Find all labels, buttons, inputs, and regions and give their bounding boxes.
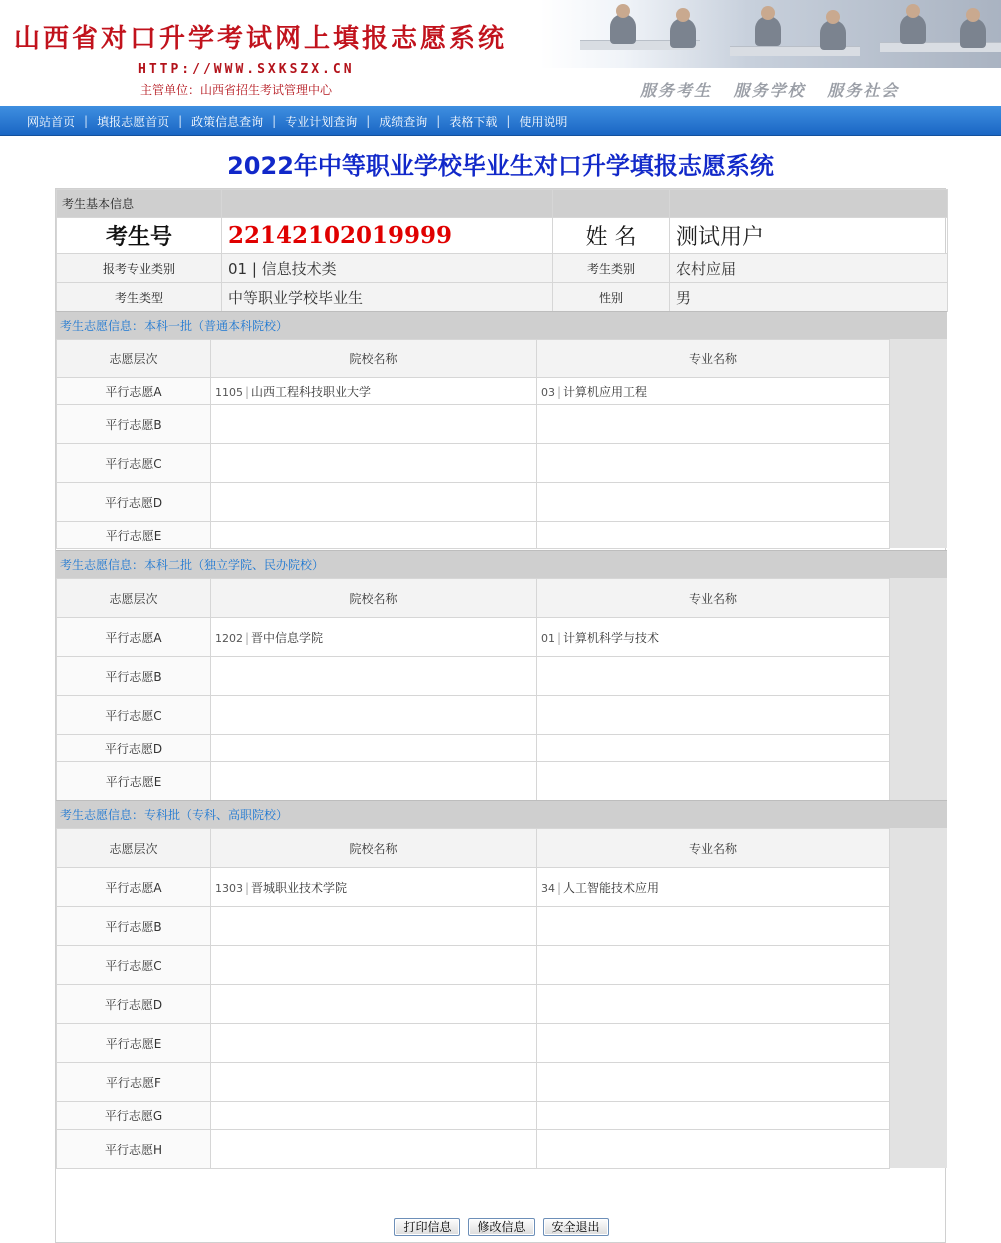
major-cell: [537, 1130, 890, 1169]
slogan-2: 服务学校: [733, 81, 806, 100]
school-header: 院校名称: [211, 340, 537, 378]
choice-level: 平行志愿D: [57, 985, 211, 1024]
choice-level: 平行志愿A: [57, 868, 211, 907]
choice-level: 平行志愿B: [57, 657, 211, 696]
major-cell: [537, 522, 890, 549]
exam-id-label: 考生号: [57, 218, 222, 254]
choice-level: 平行志愿B: [57, 405, 211, 444]
site-url: HTTP://WWW.SXKSZX.CN: [138, 62, 355, 77]
major-code: 03: [541, 385, 555, 399]
code-separator: |: [245, 630, 250, 645]
major-cell: [537, 1063, 890, 1102]
nav-separator: |: [366, 114, 371, 128]
top-nav: [0, 106, 1001, 136]
major-header: 专业名称: [537, 829, 890, 868]
school-cell: [211, 907, 537, 946]
school-header: 院校名称: [211, 579, 537, 618]
section-body: [56, 339, 947, 548]
header-banner: [0, 0, 1001, 106]
level-header: 志愿层次: [57, 579, 211, 618]
school-cell: [211, 946, 537, 985]
section-body: [56, 578, 947, 800]
major-cell: [537, 657, 890, 696]
choice-level: 平行志愿A: [57, 378, 211, 405]
table-row: [57, 696, 890, 735]
major-header: 专业名称: [537, 579, 890, 618]
code-separator: |: [557, 630, 562, 645]
choice-level: 平行志愿A: [57, 618, 211, 657]
major-cell: [537, 696, 890, 735]
student-category-label: 考生类别: [553, 254, 670, 283]
slogans: [640, 78, 913, 101]
nav-separator: |: [436, 114, 441, 128]
exam-id-value: 22142102019999: [222, 218, 553, 254]
nav-form-download[interactable]: 表格下载: [449, 114, 498, 129]
section-title: 考生志愿信息：本科二批（独立学院、民办院校）: [56, 550, 947, 578]
choice-level: 平行志愿C: [57, 946, 211, 985]
name-value: 测试用户: [670, 218, 948, 254]
level-header: 志愿层次: [57, 829, 211, 868]
major-code: 34: [541, 881, 555, 895]
choice-level: 平行志愿E: [57, 762, 211, 801]
school-cell: [211, 762, 537, 801]
choice-section-3: [56, 800, 947, 1168]
logout-button[interactable]: 安全退出: [543, 1218, 609, 1236]
slogan-1: 服务考生: [640, 81, 713, 100]
school-cell: [211, 1130, 537, 1169]
school-header: 院校名称: [211, 829, 537, 868]
gender-label: 性别: [553, 283, 670, 312]
table-row: [57, 907, 890, 946]
section-body: [56, 828, 947, 1168]
site-title: 山西省对口升学考试网上填报志愿系统: [14, 24, 508, 54]
nav-plan-query[interactable]: 专业计划查询: [285, 114, 358, 129]
choice-level: 平行志愿D: [57, 483, 211, 522]
sponsor-text: 主管单位：山西省招生考试管理中心: [140, 83, 333, 97]
nav-home[interactable]: 网站首页: [27, 114, 76, 129]
slogan-3: 服务社会: [827, 81, 900, 100]
nav-score-query[interactable]: 成绩查询: [379, 114, 428, 129]
code-separator: |: [557, 880, 562, 895]
choice-section-1: [56, 311, 947, 548]
school-cell: [211, 444, 537, 483]
modify-button[interactable]: 修改信息: [468, 1218, 534, 1236]
nav-separator: |: [506, 114, 511, 128]
table-row: [57, 444, 890, 483]
code-separator: |: [245, 384, 250, 399]
school-cell: [211, 1063, 537, 1102]
basic-info-table: [56, 189, 948, 312]
level-header: 志愿层次: [57, 340, 211, 378]
major-code: 01: [541, 631, 555, 645]
gender-value: 男: [670, 283, 948, 312]
table-row: [57, 405, 890, 444]
choice-table: [56, 578, 890, 801]
nav-separator: |: [178, 114, 183, 128]
print-button[interactable]: 打印信息: [394, 1218, 460, 1236]
table-row: [57, 522, 890, 549]
code-separator: |: [557, 384, 562, 399]
student-type-value: 中等职业学校毕业生: [222, 283, 553, 312]
major-cell: [537, 762, 890, 801]
major-cell: [537, 1024, 890, 1063]
nav-instructions[interactable]: 使用说明: [519, 114, 568, 129]
choice-level: 平行志愿G: [57, 1102, 211, 1130]
major-header: 专业名称: [537, 340, 890, 378]
table-row: [57, 1130, 890, 1169]
page-title: 2022年中等职业学校毕业生对口升学填报志愿系统: [227, 152, 774, 180]
school-cell: [211, 1102, 537, 1130]
school-cell: [211, 868, 537, 907]
major-category-value: 01 | 信息技术类: [222, 254, 553, 283]
code-separator: |: [245, 880, 250, 895]
school-cell: [211, 378, 537, 405]
school-cell: [211, 522, 537, 549]
major-cell: [537, 618, 890, 657]
table-row: [57, 618, 890, 657]
major-cell: [537, 378, 890, 405]
table-row: [57, 1024, 890, 1063]
name-label: 姓 名: [553, 218, 670, 254]
major-cell: [537, 735, 890, 762]
table-row: [57, 1063, 890, 1102]
choice-level: 平行志愿E: [57, 1024, 211, 1063]
school-cell: [211, 1024, 537, 1063]
choice-table: [56, 339, 890, 549]
choice-level: 平行志愿C: [57, 444, 211, 483]
school-cell: [211, 696, 537, 735]
banner-exam-hall-image: [540, 0, 1001, 68]
major-category-label: 报考专业类别: [57, 254, 222, 283]
school-name: 山西工程科技职业大学: [251, 384, 372, 399]
major-cell: [537, 483, 890, 522]
major-cell: [537, 946, 890, 985]
table-row: [57, 735, 890, 762]
major-cell: [537, 1102, 890, 1130]
choice-level: 平行志愿D: [57, 735, 211, 762]
student-type-label: 考生类型: [57, 283, 222, 312]
section-title: 考生志愿信息：专科批（专科、高职院校）: [56, 800, 947, 828]
school-code: 1303: [215, 881, 243, 895]
school-cell: [211, 657, 537, 696]
major-cell: [537, 907, 890, 946]
nav-separator: |: [84, 114, 89, 128]
table-row: [57, 657, 890, 696]
application-form: [55, 188, 946, 1243]
table-row: [57, 1102, 890, 1130]
table-row: [57, 378, 890, 405]
nav-policy-query[interactable]: 政策信息查询: [191, 114, 264, 129]
choice-section-2: [56, 550, 947, 800]
nav-separator: |: [272, 114, 277, 128]
school-cell: [211, 405, 537, 444]
school-name: 晋中信息学院: [251, 630, 324, 645]
school-cell: [211, 618, 537, 657]
school-code: 1202: [215, 631, 243, 645]
action-buttons: [56, 1218, 947, 1236]
table-row: [57, 868, 890, 907]
school-code: 1105: [215, 385, 243, 399]
choice-table: [56, 828, 890, 1169]
nav-application-home[interactable]: 填报志愿首页: [97, 114, 170, 129]
table-row: [57, 946, 890, 985]
student-category-value: 农村应届: [670, 254, 948, 283]
table-row: [57, 985, 890, 1024]
school-cell: [211, 483, 537, 522]
major-cell: [537, 444, 890, 483]
major-cell: [537, 405, 890, 444]
school-cell: [211, 735, 537, 762]
choice-level: 平行志愿C: [57, 696, 211, 735]
major-cell: [537, 868, 890, 907]
choice-level: 平行志愿B: [57, 907, 211, 946]
choice-level: 平行志愿F: [57, 1063, 211, 1102]
major-name: 计算机科学与技术: [563, 630, 660, 645]
table-row: [57, 762, 890, 801]
section-title: 考生志愿信息：本科一批（普通本科院校）: [56, 311, 947, 339]
major-name: 计算机应用工程: [563, 384, 648, 399]
major-cell: [537, 985, 890, 1024]
basic-info-heading: 考生基本信息: [57, 190, 222, 218]
table-row: [57, 483, 890, 522]
choice-level: 平行志愿H: [57, 1130, 211, 1169]
choice-level: 平行志愿E: [57, 522, 211, 549]
school-cell: [211, 985, 537, 1024]
school-name: 晋城职业技术学院: [251, 880, 348, 895]
major-name: 人工智能技术应用: [563, 880, 660, 895]
